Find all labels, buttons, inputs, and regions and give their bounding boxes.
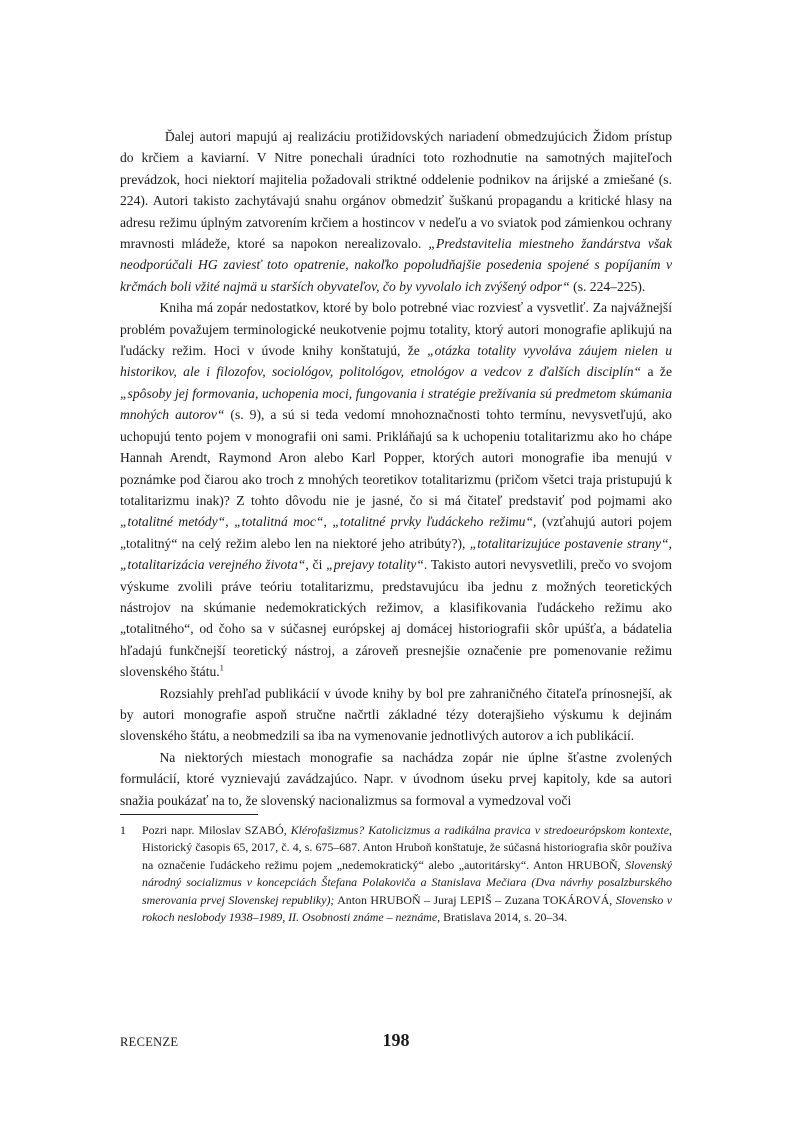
footnote-number: 1 <box>120 823 126 837</box>
text-run: Ďalej autori mapujú aj realizáciu protižidovských nariadení obmedzujúcich Židom prístup do krčiem a kaviarní. V Nitre ponechali úradníci toto rozhodnutie na samotných majiteľoch prevádzok, hoci niektorí majitelia požadovali striktné oddelenie podnikov na árijské a zmiešané (s. 224). Autori takisto zachytávajú snahu orgánov obmedziť šuškanú propagandu a kritické hlasy na adresu režimu úplným zatvorením krčiem a hostincov v nedeľu a vo sviatok pod zámienkou ochrany mravnosti mládeže, ktoré sa napokon nerealizovalo. <box>120 129 672 252</box>
section-label: RECENZE <box>120 1035 179 1049</box>
italic-quote: „spôsoby jej formovania, uchopenia moci, fungovania i stratégie prežívania sú predmetom skúmania mnohých autorov“ <box>120 385 672 423</box>
text-run: Na niektorých miestach monografie sa nachádza zopár nie úplne šťastne zvolených formulácií, ktoré vyznievajú zavádzajúco. Napr. v úvodnom úseku prvej kapitoly, kde sa autori snažia poukázať na to, že slovenský nacionalizmus sa formoval a vymedzoval voči <box>120 749 672 808</box>
main-text <box>120 126 672 811</box>
text-run: (s. 224–225). <box>569 278 646 294</box>
italic-quote: „totalitné prvky ľudáckeho režimu“ <box>332 514 534 530</box>
italic-quote: Slovensko v rokoch neslobody 1938–1989, II. Osobnosti známe – neznáme, <box>142 892 673 925</box>
page-number: 198 <box>382 1030 410 1050</box>
text-run: , <box>225 514 235 530</box>
italic-quote: „otázka totality vyvoláva záujem nielen u historikov, ale i filozofov, sociológov, politológov, etnológov a vedcov z ďalších disciplín“ <box>120 343 672 380</box>
paragraph <box>120 747 672 811</box>
paragraph <box>120 683 672 747</box>
footnote-ref: 1 <box>219 663 224 673</box>
text-run: Kniha má zopár nedostatkov, ktoré by bolo potrebné viac rozviesť a vysvetliť. Za najvážnejší problém považujem terminologické neukotvenie pojmu totality, ktorý autori monografie aplikujú na ľudácky režim. Hoci v úvode knihy konštatujú, že <box>120 300 672 359</box>
italic-quote: „Predstavitelia miestneho žandárstva však neodporúčali HG zaviesť toto opatrenie, nakoľko popoludňajšie posedenia spojené s popíjaním v krčmách boli vžité najmä u starších obyvateľov, čo by vyvolalo ich zvýšený odpor“ <box>120 236 672 294</box>
footnote-text <box>142 822 672 926</box>
italic-quote: „totalitná moc“ <box>234 514 324 530</box>
italic-quote: „totalitarizujúce postavenie strany“ <box>469 535 669 551</box>
footnote-1 <box>120 822 672 926</box>
text-run: , (vzťahujú autori pojem „totalitný“ na celý režim alebo len na niektoré jeho atribúty?), <box>120 514 673 551</box>
paragraph <box>120 297 672 682</box>
text-run: Rozsiahly prehľad publikácií v úvode knihy by bol pre zahraničného čitateľa prínosnejší, ak by autori monografie aspoň stručne načrtli základné tézy doterajšieho výskumu k dejinám slovenského štátu, a neobmedzili sa iba na vymenovanie jednotlivých autorov a ich publikácií. <box>120 685 672 744</box>
text-run: Bratislava 2014, s. 20–34. <box>440 910 568 925</box>
italic-quote: Klérofašizmus? Katolicizmus a radikálna pravica v stredoeurópskom kontexte <box>290 823 670 837</box>
text-run: , <box>668 535 672 551</box>
page-content <box>120 126 672 811</box>
text-run: , <box>323 514 333 530</box>
italic-quote: „totalitarizácia verejného života“ <box>120 557 306 573</box>
text-run: (s. 9), a sú si teda vedomí mnohoznačnosti tohto termínu, nevysvetľujú, ako uchopujú tento pojem v monografii oni sami. Prikláňajú sa k uchopeniu totalitarizmu ako ho chápe Hannah Arendt, Raymond Aron alebo Karl Popper, ktorých autori monografie iba menujú v poznámke pod čiarou ako troch z mnohých teoretikov totalitarizmu (pričom všetci traja pristupujú k totalitarizmu inak)? Z tohto dôvodu nie je jasné, čo si má čitateľ predstaviť pod pojmami ako <box>120 407 672 508</box>
text-run: a že <box>641 364 672 380</box>
text-run: . Takisto autori nevysvetlili, prečo vo svojom výskume zvolili práve teóriu totalitarizmu, predstavujúcu iba jednu z možných teoretických nástrojov na skúmanie nedemokratických režimov, a klasifikovania ľudáckeho režimu ako „totalitného“, od čoho sa v súčasnej európskej aj domácej historiografii skôr upúšťa, a bádatelia hľadajú funkčnejší teoretický nástroj, a zároveň presnejšie označenie pre pomenovanie režimu slovenského štátu. <box>120 557 673 680</box>
italic-quote: „prejavy totality“ <box>326 557 424 573</box>
text-run: Anton HRUBOŇ – Juraj LEPIŠ – Zuzana TOKÁROVÁ, <box>334 892 616 907</box>
text-run: , Historický časopis 65, 2017, č. 4, s. 675–687. Anton Hruboň konštatuje, že súčasná historiografia skôr používa na označenie ľudáckeho režimu pojem „nedemokratický“ alebo „autoritársky“. Anton HRUBOŇ, <box>142 823 673 872</box>
footnotes <box>120 822 672 926</box>
text-run: Pozri napr. Miloslav SZABÓ, <box>142 823 291 837</box>
italic-quote: „totalitné metódy“ <box>120 514 226 530</box>
paragraph <box>120 126 672 297</box>
text-run: , či <box>305 557 327 573</box>
italic-quote: Slovenský národný socializmus v koncepciách Štefana Polakoviča a Stanislava Mečiara (Dva návrhy posalzburského smerovania prvej Slovenskej republiky); <box>142 857 672 907</box>
footnote-separator <box>120 814 258 815</box>
